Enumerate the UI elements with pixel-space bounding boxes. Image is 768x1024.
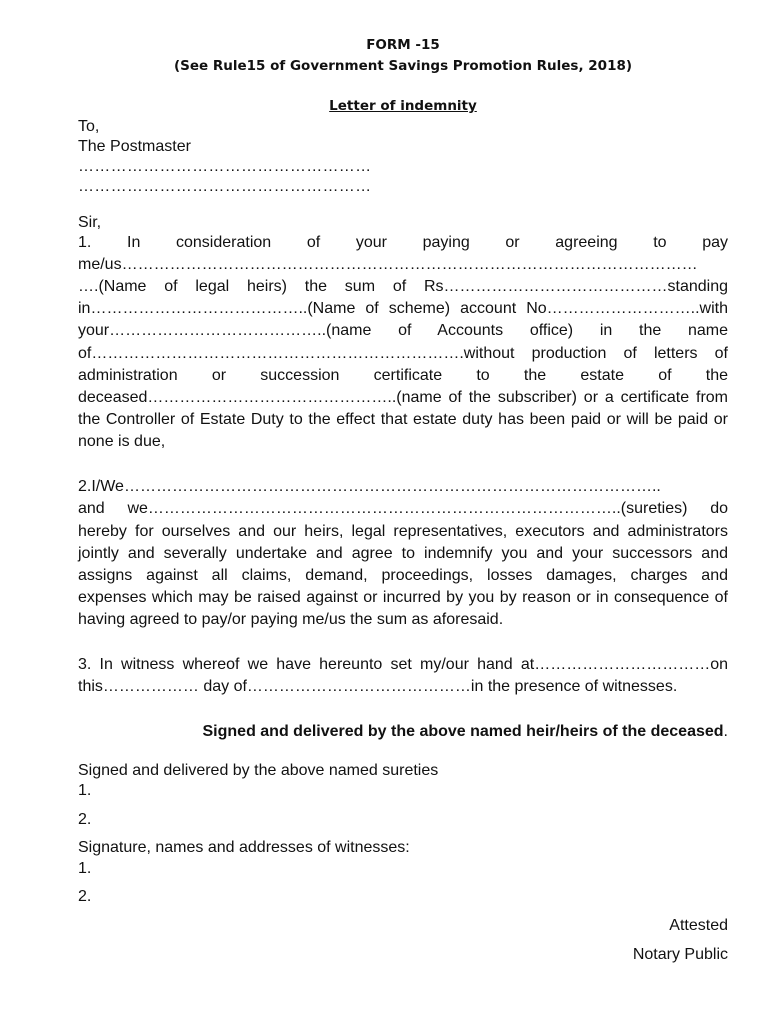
para1-line: none is due,: [78, 433, 166, 450]
witnesses-item-2: 2.: [78, 888, 92, 905]
para1-line: 1. In consideration of your paying or agreeing to pay: [78, 234, 728, 251]
para3-line: this……………… day of……………………………………in the presence of witnesses.: [78, 678, 678, 695]
para1-line: me/us………………………………………………………………………………………………: [78, 256, 698, 273]
para2-line: expenses which may be raised against or incurred by you by reason or in consequence of: [78, 589, 728, 606]
para2-line: having agreed to pay/or paying me/us the sum as aforesaid.: [78, 611, 504, 628]
para2-line: hereby for ourselves and our heirs, legal representatives, executors and administrators: [78, 523, 728, 540]
form-number: FORM -15: [366, 37, 440, 53]
document-subtitle: Letter of indemnity: [329, 98, 477, 114]
address-recipient: The Postmaster: [78, 138, 191, 155]
para1-line: of…………………………………………………………….without production of letters of: [78, 345, 728, 362]
sureties-label: Signed and delivered by the above named sureties: [78, 762, 439, 779]
para1-line: in…………………………………..(Name of scheme) account No………………………..with: [78, 300, 728, 317]
para2-line: assigns against all claims, demand, proceedings, losses damages, charges and: [78, 567, 728, 584]
heirs-signature-line: Signed and delivered by the above named heir/heirs of the deceased.: [202, 723, 728, 740]
rule-reference: (See Rule15 of Government Savings Promotion Rules, 2018): [173, 58, 633, 74]
sureties-item-2: 2.: [78, 811, 92, 828]
address-blank-2: ………………………………………………: [78, 178, 372, 195]
para1-line: deceased………………………………………..(name of the subscriber) or a certificate from: [78, 389, 728, 406]
para1-line: your…………………………………..(name of Accounts office) in the name: [78, 322, 728, 339]
sureties-item-1: 1.: [78, 782, 92, 799]
para1-line: the Controller of Estate Duty to the effect that estate duty has been paid or will be paid or: [78, 411, 728, 428]
witnesses-item-1: 1.: [78, 860, 92, 877]
indemnity-letter: [78, 0, 728, 1024]
para3-line: 3. In witness whereof we have hereunto set my/our hand at……………………………on: [78, 656, 728, 673]
para1-line: administration or succession certificate to the estate of the: [78, 367, 728, 384]
salutation: Sir,: [78, 214, 102, 231]
notary-public-label: Notary Public: [632, 946, 728, 963]
para2-line: jointly and severally undertake and agree to indemnify you and your successors and: [78, 545, 728, 562]
witnesses-label: Signature, names and addresses of witnesses:: [78, 839, 410, 856]
para1-line: ….(Name of legal heirs) the sum of Rs……………………………………standing: [78, 278, 728, 295]
address-blank-1: ………………………………………………: [78, 158, 372, 175]
para2-line: 2.I/We………………………………………………………………………………………..: [78, 478, 661, 495]
para2-line: and we……………………………………………………………………………..(sureties) do: [78, 500, 728, 517]
address-to: To,: [78, 118, 100, 135]
attested-label: Attested: [669, 917, 728, 934]
